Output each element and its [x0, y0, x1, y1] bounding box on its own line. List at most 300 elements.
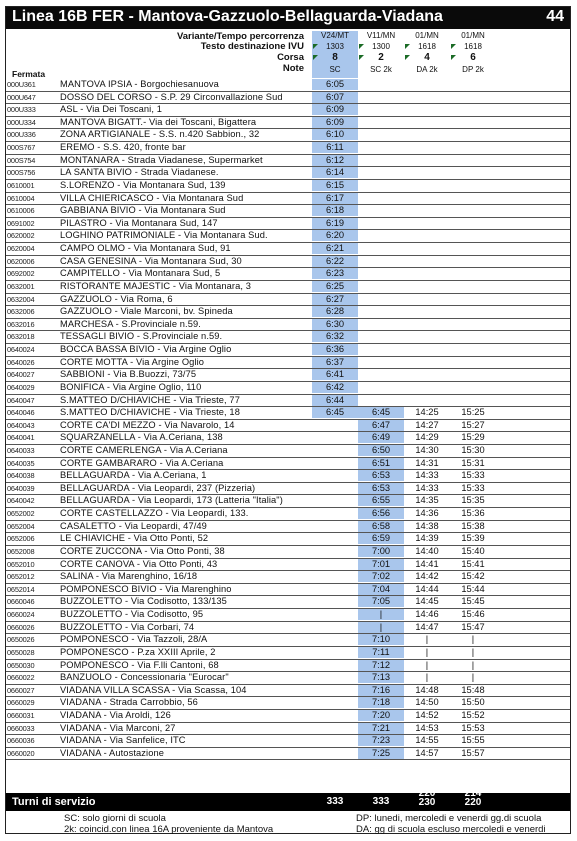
time-cell: 14:44: [415, 583, 439, 594]
time-cell: 7:11: [358, 647, 404, 658]
time-cell: 6:07: [312, 92, 358, 103]
table-row: [6, 395, 570, 406]
table-row: [6, 697, 570, 708]
stop-code: 0692002: [7, 269, 35, 279]
note-sc: SC: solo giorni di scuola: [64, 813, 166, 824]
time-cell: 15:36: [461, 508, 485, 519]
time-cell: 6:59: [358, 533, 404, 544]
table-row: [6, 571, 570, 582]
time-cell: 14:41: [415, 558, 439, 569]
time-cell: 6:15: [312, 180, 358, 191]
stop-code: 0640024: [7, 345, 35, 355]
time-cell: 14:47: [415, 621, 439, 632]
stop-name: CORTE ZUCCONA - Via Otto Ponti, 38: [60, 545, 225, 556]
time-cell: 15:38: [461, 520, 485, 531]
table-row: [6, 243, 570, 254]
table-row: [6, 268, 570, 279]
time-cell: 14:38: [415, 520, 439, 531]
time-cell: 15:50: [461, 697, 485, 708]
time-cell: |: [425, 672, 429, 683]
table-row: [6, 470, 570, 481]
stop-code: 000U361: [7, 80, 36, 89]
stop-name: VIADANA - Via Aroldi, 126: [60, 710, 171, 720]
stop-name: BANZUOLO - Concessionaria "Eurocar": [60, 672, 229, 683]
stop-code: 0640038: [7, 471, 35, 481]
time-cell: 14:52: [415, 710, 439, 720]
time-cell: 15:46: [461, 609, 485, 620]
table-row: [6, 407, 570, 418]
stop-code: 0640033: [7, 445, 35, 455]
page-title: Linea 16B FER - Mantova-Gazzuolo-Bellaguarda-Viadana: [12, 8, 443, 25]
time-cell: 6:21: [312, 243, 358, 254]
table-row: [6, 79, 570, 90]
stop-name: VIADANA VILLA SCASSA - Via Scassa, 104: [60, 684, 247, 695]
time-cell: 7:16: [358, 685, 404, 696]
time-cell: 15:31: [461, 457, 485, 468]
table-row: [6, 609, 570, 620]
time-cell: 7:02: [358, 571, 404, 582]
time-cell: 6:47: [358, 420, 404, 431]
time-cell: 14:30: [415, 444, 439, 455]
column-testo-3: 1618: [418, 42, 436, 51]
time-cell: |: [471, 646, 475, 657]
time-cell: 6:36: [312, 344, 358, 355]
time-cell: 15:25: [461, 407, 485, 418]
stop-code: 000U333: [7, 105, 36, 115]
note-dp: DP: lunedi, mercoledi e venerdi gg.di scuola: [356, 813, 542, 824]
time-cell: 6:19: [312, 218, 358, 229]
time-cell: |: [471, 659, 475, 670]
time-cell: 15:55: [461, 735, 485, 746]
time-cell: 7:10: [358, 634, 404, 645]
time-cell: 15:33: [461, 482, 485, 493]
column-note-2: SC 2k: [370, 65, 392, 74]
time-cell: |: [425, 659, 429, 670]
column-note-4: DP 2k: [462, 65, 484, 74]
time-cell: 7:21: [358, 723, 404, 734]
stop-name: VIADANA - Via Marconi, 27: [60, 722, 176, 733]
time-cell: 14:55: [415, 735, 439, 746]
table-row: [6, 521, 570, 532]
corner-marker: [451, 44, 456, 49]
column-variante-4: 01/MN: [461, 31, 485, 40]
table-row: [6, 306, 570, 317]
time-cell: 14:57: [415, 747, 439, 758]
time-cell: 7:18: [358, 697, 404, 708]
stop-code: 0652012: [7, 572, 35, 582]
turno-value: 333: [326, 796, 344, 807]
time-cell: 6:27: [312, 294, 358, 305]
table-row: [6, 660, 570, 671]
time-cell: 14:31: [415, 457, 439, 468]
stop-name: LE CHIAVICHE - Via Otto Ponti, 52: [60, 533, 209, 544]
time-cell: 6:56: [358, 508, 404, 519]
time-cell: 14:40: [415, 545, 439, 556]
table-row: [6, 420, 570, 431]
stop-name: BELLAGUARDA - Via Leopardi, 173 (Latteria "Italia"): [60, 495, 283, 506]
time-cell: 6:53: [358, 483, 404, 494]
stop-code: 0660033: [7, 723, 35, 733]
time-cell: 6:51: [358, 458, 404, 469]
stop-name: BONIFICA - Via Argine Oglio, 110: [60, 381, 202, 392]
time-cell: 7:20: [358, 710, 404, 721]
table-row: [6, 445, 570, 456]
time-cell: 14:35: [415, 495, 439, 506]
corner-marker: [405, 55, 410, 60]
time-cell: 15:44: [461, 583, 485, 594]
time-cell: 6:45: [312, 407, 358, 418]
time-cell: 6:10: [312, 129, 358, 140]
time-cell: 6:53: [358, 470, 404, 481]
time-cell: |: [471, 672, 475, 683]
stop-name: POMPONESCO BIVIO - Via Marenghino: [60, 583, 232, 594]
time-cell: 14:45: [415, 596, 439, 607]
stop-code: 0650030: [7, 660, 35, 670]
table-row: [6, 622, 570, 633]
stop-code: 0640026: [7, 357, 35, 367]
stop-code: 0660046: [7, 597, 35, 607]
stop-name: ASL - Via Dei Toscani, 1: [60, 104, 162, 115]
column-header-4: [450, 31, 496, 78]
table-row: [6, 155, 570, 166]
stop-name: BELLAGUARDA - Via A.Ceriana, 1: [60, 470, 207, 481]
table-row: [6, 294, 570, 305]
column-note-1: SC: [329, 65, 341, 74]
time-cell: 14:39: [415, 533, 439, 544]
table-row: [6, 218, 570, 229]
table-row: [6, 559, 570, 570]
time-cell: 6:49: [358, 432, 404, 443]
stop-name: SQUARZANELLA - Via A.Ceriana, 138: [60, 432, 223, 443]
table-row: [6, 331, 570, 342]
stop-name: ZONA ARTIGIANALE - S.S. n.420 Sabbion., 32: [60, 129, 260, 140]
stop-code: 0691002: [7, 218, 35, 228]
page-number: 44: [546, 8, 564, 25]
table-row: [6, 508, 570, 519]
time-cell: 6:37: [312, 357, 358, 368]
table-row: [6, 483, 570, 494]
time-cell: 14:42: [415, 571, 439, 582]
stop-name: CAMPO OLMO - Via Montanara Sud, 91: [60, 243, 231, 254]
stop-code: 0610006: [7, 206, 35, 216]
table-row: [6, 723, 570, 734]
corner-marker: [405, 44, 410, 49]
time-cell: 6:17: [312, 193, 358, 204]
time-cell: 14:48: [415, 684, 439, 695]
time-cell: 6:58: [358, 521, 404, 532]
stop-name: PILASTRO - Via Montanara Sud, 147: [60, 217, 218, 228]
stop-code: 0640047: [7, 395, 35, 405]
column-corsa-2: 2: [378, 52, 384, 63]
time-cell: 15:29: [461, 432, 485, 443]
time-cell: 15:40: [461, 545, 485, 556]
stop-name: MANTOVA BIGATT.- Via dei Toscani, Bigattera: [60, 116, 257, 127]
corner-marker: [313, 44, 318, 49]
time-cell: 6:55: [358, 495, 404, 506]
column-testo-2: 1300: [372, 42, 390, 51]
stop-code: 0632016: [7, 319, 35, 329]
table-row: [6, 104, 570, 115]
table-row: [6, 495, 570, 506]
time-cell: 6:14: [312, 167, 358, 178]
stop-name: DOSSO DEL CORSO - S.P. 29 Circonvallazione Sud: [60, 91, 283, 102]
table-row: [6, 180, 570, 191]
stop-name: VIADANA - Strada Carrobbio, 56: [60, 697, 198, 708]
column-corsa-3: 4: [424, 52, 430, 63]
time-cell: 14:36: [415, 508, 439, 519]
time-cell: 6:50: [358, 445, 404, 456]
time-cell: 14:25: [415, 407, 439, 418]
time-cell: 7:04: [358, 584, 404, 595]
time-cell: |: [425, 646, 429, 657]
stop-code: 0660020: [7, 748, 35, 758]
time-cell: |: [358, 622, 404, 633]
column-testo-1: 1303: [326, 42, 344, 51]
stop-code: 000S756: [7, 168, 36, 178]
stop-name: CORTE CA'DI MEZZO - Via Navarolo, 14: [60, 419, 235, 430]
table-row: [6, 685, 570, 696]
time-cell: 14:53: [415, 722, 439, 733]
time-cell: 7:13: [358, 672, 404, 683]
stop-name: POMPONESCO - Via F.lli Cantoni, 68: [60, 659, 219, 670]
table-row: [6, 369, 570, 380]
time-cell: 6:18: [312, 205, 358, 216]
table-row: [6, 92, 570, 103]
turno-value: 220 230: [418, 788, 436, 808]
table-row: [6, 117, 570, 128]
stop-name: BUZZOLETTO - Via Codisotto, 133/135: [60, 596, 227, 607]
turno-value: 214 220: [464, 788, 482, 808]
time-cell: 15:30: [461, 444, 485, 455]
table-row: [6, 596, 570, 607]
time-cell: 15:41: [461, 558, 485, 569]
stop-code: 0610001: [7, 180, 35, 190]
stop-name: LOGHINO PATRIMONIALE - Via Montanara Sud.: [60, 230, 268, 241]
stop-code: 0640027: [7, 370, 35, 380]
stop-code: 0610004: [7, 193, 35, 203]
timetable-sheet: [5, 6, 571, 834]
corner-marker: [313, 55, 318, 60]
stop-name: VILLA CHIERICASCO - Via Montanara Sud: [60, 192, 244, 203]
stop-name: CORTE CAMERLENGA - Via A.Ceriana: [60, 444, 228, 455]
column-variante-1: V24/MT: [320, 31, 349, 40]
stop-code: 0640043: [7, 420, 35, 430]
time-cell: 6:12: [312, 155, 358, 166]
column-variante-3: 01/MN: [415, 31, 439, 40]
note-da: DA: gg di scuola escluso mercoledi e venerdi: [356, 824, 546, 835]
stop-code: 0632001: [7, 281, 35, 291]
stop-code: 0632004: [7, 294, 35, 304]
turni-bar: [6, 788, 570, 811]
table-row: [6, 546, 570, 557]
time-cell: 15:45: [461, 596, 485, 607]
row-divider: [6, 759, 570, 760]
stop-name: BELLAGUARDA - Via Leopardi, 237 (Pizzeria): [60, 482, 256, 493]
time-cell: 6:30: [312, 319, 358, 330]
stop-code: 0620006: [7, 256, 35, 266]
table-row: [6, 735, 570, 746]
column-corsa-1: 8: [332, 52, 338, 63]
time-cell: 6:22: [312, 256, 358, 267]
stop-code: 000U647: [7, 92, 36, 102]
table-row: [6, 432, 570, 443]
time-cell: 15:48: [461, 684, 485, 695]
stop-code: 0660026: [7, 622, 35, 632]
stop-code: 0640029: [7, 382, 35, 392]
stop-code: 0620004: [7, 244, 35, 254]
time-cell: 15:52: [461, 710, 485, 720]
stop-code: 0632006: [7, 307, 35, 317]
corsa-label: Corsa: [277, 52, 304, 63]
time-cell: |: [425, 634, 429, 645]
stop-code: 0650026: [7, 635, 35, 645]
stop-name: MONTANARA - Strada Viadanese, Supermarket: [60, 154, 263, 165]
table-row: [6, 357, 570, 368]
stop-name: POMPONESCO - P.za XXIII Aprile, 2: [60, 646, 216, 657]
stop-code: 0650028: [7, 647, 35, 657]
time-cell: 6:20: [312, 230, 358, 241]
table-row: [6, 129, 570, 140]
stop-name: GABBIANA BIVIO - Via Montanara Sud: [60, 205, 226, 216]
stop-name: VIADANA - Autostazione: [60, 747, 165, 758]
time-cell: 6:23: [312, 268, 358, 279]
time-cell: 14:27: [415, 419, 439, 430]
table-row: [6, 647, 570, 658]
table-row: [6, 256, 570, 267]
stop-name: POMPONESCO - Via Tazzoli, 28/A: [60, 634, 208, 645]
stop-name: GAZZUOLO - Via Roma, 6: [60, 293, 173, 304]
stop-code: 000U336: [7, 130, 36, 140]
stop-code: 0640039: [7, 483, 35, 493]
stop-code: 0640042: [7, 496, 35, 506]
time-cell: 6:45: [358, 407, 404, 418]
stop-name: BUZZOLETTO - Via Corbari, 74: [60, 621, 195, 632]
stop-code: 0652002: [7, 509, 35, 519]
time-cell: |: [358, 609, 404, 620]
time-cell: 15:47: [461, 621, 485, 632]
table-row: [6, 634, 570, 645]
table-row: [6, 458, 570, 469]
time-cell: 15:57: [461, 747, 485, 758]
time-cell: 14:46: [415, 609, 439, 620]
time-cell: 14:50: [415, 697, 439, 708]
time-cell: 6:42: [312, 382, 358, 393]
stop-code: 0660029: [7, 698, 35, 708]
stop-code: 0660036: [7, 736, 35, 746]
stop-name: BUZZOLETTO - Via Codisotto, 95: [60, 609, 204, 620]
fermata-label: Fermata: [12, 69, 46, 79]
time-cell: 6:41: [312, 369, 358, 380]
time-cell: 6:05: [312, 79, 358, 90]
stop-name: SABBIONI - Via B.Buozzi, 73/75: [60, 369, 197, 380]
stop-name: CORTE MOTTA - Via Argine Oglio: [60, 356, 205, 367]
stop-code: 0620002: [7, 231, 35, 241]
stop-name: CASA GENESINA - Via Montanara Sud, 30: [60, 255, 242, 266]
stop-code: 0652006: [7, 534, 35, 544]
stop-code: 000S754: [7, 155, 36, 165]
time-cell: 15:53: [461, 722, 485, 733]
time-cell: 15:42: [461, 571, 485, 582]
title-bar: [6, 7, 570, 29]
stop-code: 0652004: [7, 521, 35, 531]
stop-name: CORTE CASTELLAZZO - Via Leopardi, 133.: [60, 508, 249, 519]
stop-name: LA SANTA BIVIO - Strada Viadanese.: [60, 167, 219, 178]
variante-label: Variante/Tempo percorrenza: [176, 31, 304, 42]
time-cell: 14:33: [415, 482, 439, 493]
time-cell: 15:27: [461, 419, 485, 430]
stop-name: TESSAGLI BIVIO - S.Provinciale n.59.: [60, 331, 223, 342]
note-label: Note: [282, 63, 304, 74]
table-row: [6, 382, 570, 393]
stop-name: CORTE CANOVA - Via Otto Ponti, 43: [60, 558, 218, 569]
column-header-1: [312, 31, 358, 78]
stop-code: 0640035: [7, 458, 35, 468]
table-row: [6, 205, 570, 216]
time-cell: 6:11: [312, 142, 358, 153]
stop-name: VIADANA - Via Sanfelice, ITC: [60, 735, 186, 746]
stop-name: EREMO - S.S. 420, fronte bar: [60, 142, 186, 153]
stop-code: 0660027: [7, 685, 35, 695]
corner-marker: [359, 55, 364, 60]
table-row: [6, 710, 570, 721]
column-corsa-4: 6: [470, 52, 476, 63]
table-row: [6, 533, 570, 544]
turno-value: 333: [372, 796, 390, 807]
corner-marker: [451, 55, 456, 60]
stop-name: SALINA - Via Marenghino, 16/18: [60, 571, 198, 582]
time-cell: 15:39: [461, 533, 485, 544]
time-cell: 7:25: [358, 748, 404, 759]
time-cell: 7:00: [358, 546, 404, 557]
time-cell: 7:23: [358, 735, 404, 746]
stop-name: CASALETTO - Via Leopardi, 47/49: [60, 520, 207, 531]
time-cell: 6:32: [312, 331, 358, 342]
stop-name: S.MATTEO D/CHIAVICHE - Via Trieste, 77: [60, 394, 240, 405]
table-row: [6, 167, 570, 178]
column-testo-4: 1618: [464, 42, 482, 51]
stop-name: S.LORENZO - Via Montanara Sud, 139: [60, 179, 226, 190]
table-row: [6, 672, 570, 683]
testo-label: Testo destinazione IVU: [200, 41, 304, 52]
stop-name: CAMPITELLO - Via Montanara Sud, 5: [60, 268, 221, 279]
table-row: [6, 281, 570, 292]
table-row: [6, 193, 570, 204]
turni-label: Turni di servizio: [12, 796, 96, 808]
stop-code: 0652008: [7, 546, 35, 556]
stop-code: 0640046: [7, 408, 35, 418]
column-variante-2: V11/MN: [366, 31, 396, 40]
table-row: [6, 584, 570, 595]
note-2k: 2k: coincid.con linea 16A proveniente da Mantova: [64, 824, 274, 835]
column-header-3: [404, 31, 450, 78]
time-cell: 14:33: [415, 470, 439, 481]
stop-code: 0660031: [7, 711, 35, 720]
stop-name: MANTOVA IPSIA - Borgochiesanuova: [60, 79, 219, 89]
time-cell: 6:09: [312, 104, 358, 115]
table-row: [6, 344, 570, 355]
stop-code: 0632018: [7, 332, 35, 342]
stop-code: 0652010: [7, 559, 35, 569]
column-header-2: [358, 31, 404, 78]
stop-code: 0660022: [7, 673, 35, 683]
time-cell: 7:01: [358, 559, 404, 570]
stop-name: MARCHESA - S.Provinciale n.59.: [60, 318, 201, 329]
corner-marker: [359, 44, 364, 49]
stop-code: 0640041: [7, 433, 35, 443]
table-row: [6, 319, 570, 330]
time-cell: 6:09: [312, 117, 358, 128]
stop-name: CORTE GAMBARARO - Via A.Ceriana: [60, 457, 224, 468]
